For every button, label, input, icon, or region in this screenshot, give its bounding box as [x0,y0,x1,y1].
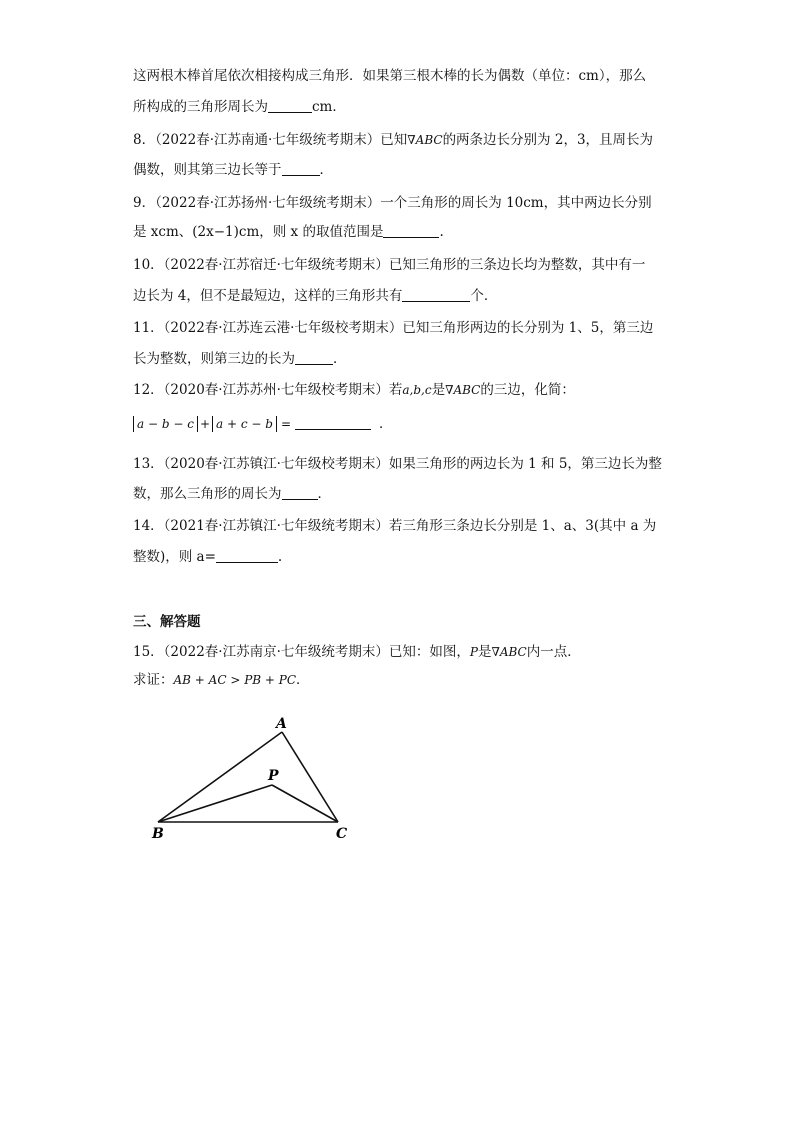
q15-line2: 求证：AB + AC > PB + PC． [133,672,310,688]
q13-line2: 数，那么三角形的周长为 ． [133,486,331,502]
answer-blank[interactable] [282,161,320,176]
label-a: A [276,716,287,732]
answer-blank[interactable] [282,485,318,500]
answer-blank[interactable] [295,350,333,365]
q14-line2: 整数)，则 a= . [133,549,283,565]
triangle-abc: ∇ABC [407,133,443,147]
segment-pb [158,785,272,822]
abs-expression-1: a − b − c [133,416,198,432]
abs-expression-2: a + c − b [212,416,277,432]
q11-line1: 11．（2022春·江苏连云港·七年级校考期末）已知三角形两边的长分别为 1、5，第三边 [133,320,654,336]
side-ac [282,732,338,822]
triangle-figure [140,710,380,850]
q12-line2: a − b − c + a + c − b = ． [133,414,673,434]
section-heading: 三、解答题 [133,614,201,630]
triangle-abc: ∇ABC [445,383,481,397]
label-p: P [268,768,279,784]
q9-line2: 是 xcm、(2x−1)cm，则 x 的取值范围是 . [133,224,444,240]
segment-pc [272,785,338,822]
triangle-abc: ∇ABC [491,645,527,659]
inequality: AB + AC > PB + PC [173,673,297,687]
q12-line1: 12．（2020春·江苏苏州·七年级校考期末）若a,b,c是∇ABC的三边，化简： [133,382,575,398]
q11-line2: 长为整数，则第三边的长为 ． [133,351,347,367]
answer-blank[interactable] [216,548,278,563]
q13-line1: 13．（2020春·江苏镇江·七年级校考期末）如果三角形的两边长为 1 和 5，第三边长为整 [133,456,662,472]
side-ab [158,732,282,822]
answer-blank[interactable] [295,415,371,430]
q8-line2: 偶数，则其第三边长等于 ． [133,162,333,178]
variables-abc: a,b,c [402,383,432,397]
q8-line1: 8．（2022春·江苏南通·七年级统考期末）已知∇ABC的两条边长分别为 2，3，且周长为 [133,132,654,148]
q14-line1: 14．（2021春·江苏镇江·七年级统考期末）若三角形三条边长分别是 1、a、3(其中 a 为 [133,518,657,534]
point-p: P [469,645,478,659]
q9-line1: 9．（2022春·江苏扬州·七年级统考期末）一个三角形的周长为 10cm，其中两边长分别 [133,195,652,211]
q7-continued-line2: 所构成的三角形周长为 cm． [133,99,346,115]
q10-line1: 10．（2022春·江苏宿迁·七年级统考期末）已知三角形的三条边长均为整数，其中有一 [133,257,646,273]
q7-continued-line1: 这两根木棒首尾依次相接构成三角形．如果第三根木棒的长为偶数（单位：cm），那么 [133,68,647,84]
answer-blank[interactable] [268,98,312,113]
label-b: B [152,826,164,842]
label-c: C [336,826,348,842]
answer-blank[interactable] [402,287,470,302]
q10-line2: 边长为 4，但不是最短边，这样的三角形共有 个． [133,288,498,304]
q15-line1: 15．（2022春·江苏南京·七年级统考期末）已知：如图，P是∇ABC内一点． [133,644,581,660]
answer-blank[interactable] [383,223,439,238]
